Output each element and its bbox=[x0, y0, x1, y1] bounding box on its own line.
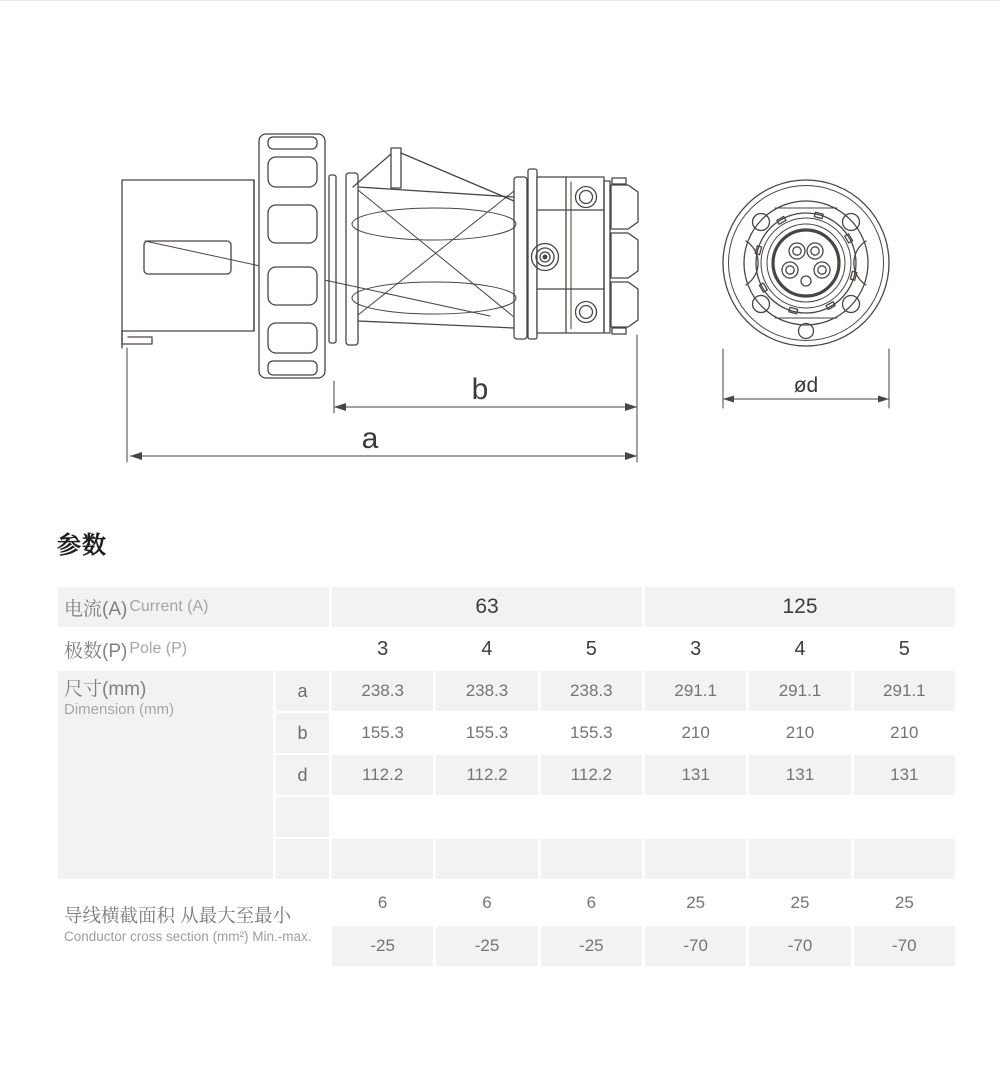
dim-key-d: d bbox=[276, 755, 329, 795]
empty-cell bbox=[645, 839, 746, 879]
pole-label-cell bbox=[58, 629, 329, 669]
dimension-labels bbox=[362, 373, 819, 455]
parameter-table bbox=[58, 587, 955, 966]
conductor-label-zh: 导线横截面积 从最大至最小 bbox=[64, 904, 292, 926]
dimension-label-zh: 尺寸(mm) bbox=[64, 679, 147, 700]
dim-a-value: 291.1 bbox=[749, 671, 850, 711]
dim-label-od: ød bbox=[793, 374, 819, 397]
dim-b-value: 155.3 bbox=[570, 723, 613, 742]
dim-b-value: 210 bbox=[890, 723, 919, 742]
dim-a-value: 238.3 bbox=[436, 671, 537, 711]
conductor-max-value: 25 bbox=[790, 892, 810, 912]
dim-a-value: 291.1 bbox=[854, 671, 955, 711]
dim-d-value: 131 bbox=[645, 755, 746, 795]
empty-cell bbox=[332, 839, 433, 879]
conductor-max-value: 6 bbox=[482, 892, 492, 912]
current-label-zh: 电流(A) bbox=[64, 598, 128, 620]
conductor-min-value: -70 bbox=[645, 926, 746, 966]
conductor-label-en: Conductor cross section (mm²) Min.-max. bbox=[64, 928, 312, 944]
dim-d-value: 131 bbox=[749, 755, 850, 795]
dim-b-value: 155.3 bbox=[361, 723, 404, 742]
dim-b-value: 155.3 bbox=[465, 723, 509, 742]
dim-key-b: b bbox=[276, 713, 329, 753]
conductor-min-value: -70 bbox=[749, 926, 850, 966]
front-view-plug bbox=[723, 180, 889, 346]
dimension-label-cell bbox=[58, 671, 273, 879]
dim-b-value: 210 bbox=[681, 723, 710, 742]
conductor-min-value: -25 bbox=[541, 926, 642, 966]
conductor-max-value: 6 bbox=[586, 892, 597, 912]
dim-label-a: a bbox=[361, 422, 379, 455]
conductor-min-value: -25 bbox=[332, 926, 433, 966]
conductor-min-value: -25 bbox=[436, 926, 537, 966]
side-view-plug bbox=[122, 134, 638, 378]
empty-cell bbox=[436, 839, 537, 879]
pole-value: 4 bbox=[794, 637, 806, 660]
pole-value: 5 bbox=[898, 637, 910, 660]
dim-d-value: 112.2 bbox=[332, 755, 433, 795]
dim-d-value: 112.2 bbox=[436, 755, 537, 795]
pole-label-zh: 极数(P) bbox=[64, 640, 128, 662]
dim-a-value: 238.3 bbox=[332, 671, 433, 711]
current-group-63: 63 bbox=[332, 587, 642, 627]
conductor-max-value: 25 bbox=[686, 892, 706, 912]
conductor-max-value: 6 bbox=[377, 892, 388, 912]
pole-value: 3 bbox=[690, 637, 702, 660]
dim-b-value: 210 bbox=[785, 723, 815, 742]
current-label-en: Current (A) bbox=[129, 598, 209, 615]
empty-cell bbox=[276, 797, 329, 837]
technical-drawing bbox=[0, 1, 1001, 501]
pole-label-en: Pole (P) bbox=[129, 640, 188, 657]
conductor-min-value: -70 bbox=[854, 926, 955, 966]
pole-value: 5 bbox=[585, 637, 597, 660]
dim-d-value: 131 bbox=[854, 755, 955, 795]
current-label-cell bbox=[58, 587, 329, 627]
page-title: 参数 bbox=[57, 532, 107, 559]
conductor-label-cell bbox=[58, 881, 329, 966]
empty-cell bbox=[276, 839, 329, 879]
dim-a-value: 291.1 bbox=[645, 671, 746, 711]
empty-cell bbox=[854, 839, 955, 879]
dim-a-value: 238.3 bbox=[541, 671, 642, 711]
pole-value: 3 bbox=[377, 637, 389, 660]
dimension-lines bbox=[127, 335, 889, 462]
empty-cell bbox=[541, 839, 642, 879]
conductor-max-value: 25 bbox=[894, 892, 914, 912]
dim-key-a: a bbox=[276, 671, 329, 711]
empty-cell bbox=[749, 839, 850, 879]
dimension-label-en: Dimension (mm) bbox=[64, 701, 175, 718]
pole-value: 4 bbox=[481, 637, 493, 660]
dim-label-b: b bbox=[471, 373, 489, 406]
current-group-125: 125 bbox=[645, 587, 955, 627]
dim-d-value: 112.2 bbox=[541, 755, 642, 795]
